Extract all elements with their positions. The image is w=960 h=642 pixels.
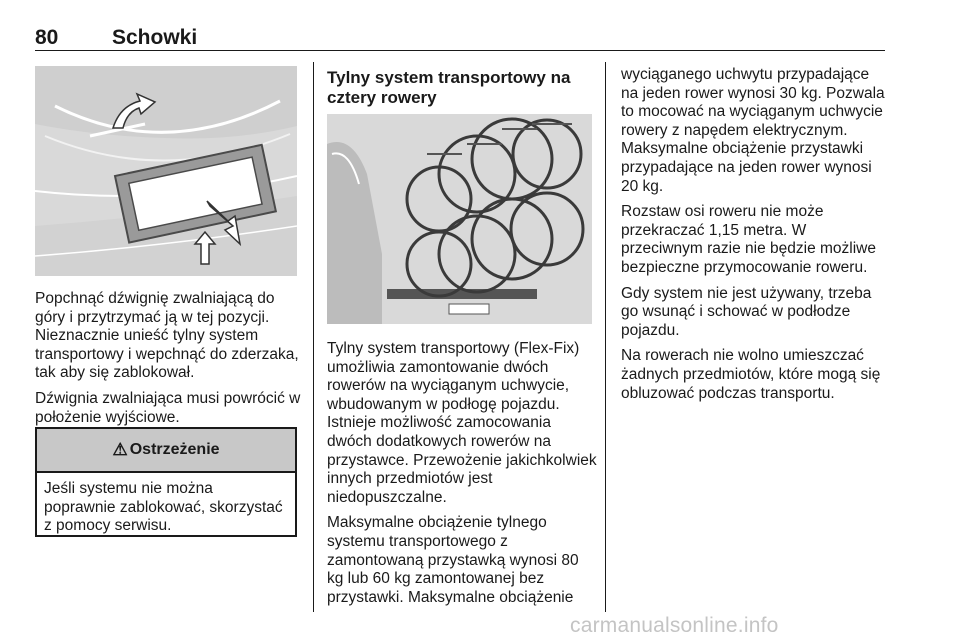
bike-carrier-illustration [327,114,592,324]
paragraph: Dźwignia zwalniająca musi powrócić w położenie wyjściowe. [35,389,301,426]
section-heading: Tylny system transportowy na cztery rowery [327,68,571,107]
page-header [35,26,885,52]
paragraph: Maksymalne obciążenie tylnego systemu transportowego z zamontowaną przystawką wynosi 80 kg lub 60 kg zamontowanej bez przystawki. Maksymalne obciążenie [327,514,579,606]
column-divider-2 [605,62,606,612]
warning-header [37,429,295,473]
page-number: 80 [35,26,59,49]
warning-text: Jeśli systemu nie można poprawnie zablokować, skorzystać z pomocy serwisu. [44,480,283,535]
chapter-title: Schowki [112,26,198,49]
warning-title: Ostrzeżenie [129,441,220,458]
bumper-release-illustration [35,66,297,276]
column-3-text [621,66,889,410]
paragraph: Na rowerach nie wolno umieszczać żadnych przedmiotów, które mogą się obluzować podczas transportu. [621,347,881,402]
paragraph: Rozstaw osi roweru nie może przekraczać 1,15 metra. W przeciwnym razie nie będzie możliwe bezpieczne przymocowanie roweru. [621,203,876,276]
paragraph: Tylny system transportowy (Flex-Fix) umożliwia zamontowanie dwóch rowerów na wyciąganym uchwycie, wbudowanym w podłogę pojazdu. Istnieje możliwość zamocowania dwóch dodatkowych rowerów na przystawce. Przewożenie jakichkolwiek innych przedmiotów jest niedopuszczalne. [327,340,597,506]
warning-triangle-icon: ⚠ [112,440,128,459]
paragraph: Gdy system nie jest używany, trzeba go wsunąć i schować w podłodze pojazdu. [621,284,872,339]
column-1-text [35,290,303,434]
paragraph: wyciąganego uchwytu przypadające na jeden rower wynosi 30 kg. Pozwala to mocować na wyciąganym uchwycie rowery z napędem elektrycznym. Maksymalne obciążenie przystawki przypadające na jeden rower wynosi 20 kg. [621,66,885,195]
watermark: carmanualsonline.info [570,614,779,637]
column-2-text [327,340,597,614]
warning-box [35,427,297,537]
header-rule [35,50,885,51]
column-divider-1 [313,62,314,612]
paragraph: Popchnąć dźwignię zwalniającą do góry i przytrzymać ją w tej pozycji. Nieznacznie unieść tylny system transportowy i wepchnąć do zderzaka, tak aby się zablokował. [35,290,299,382]
